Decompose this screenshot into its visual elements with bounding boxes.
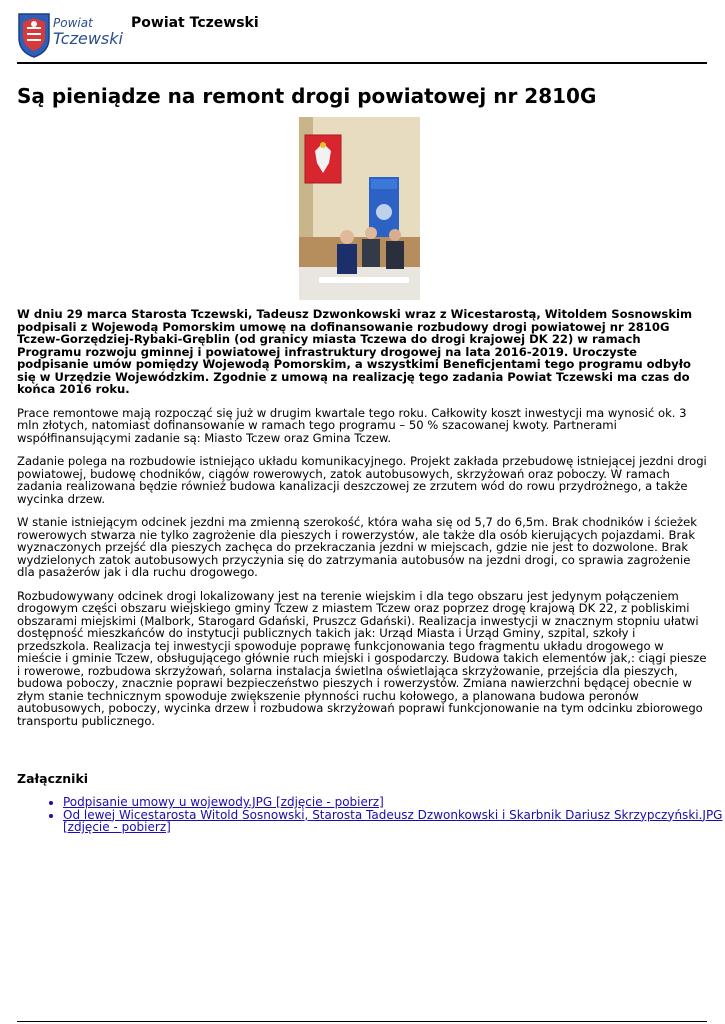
attachment-item xyxy=(63,809,725,834)
coat-of-arms-icon xyxy=(17,12,51,58)
article-paragraph: Rozbudowywany odcinek drogi lokalizowany jest na terenie wiejskim i dla tego obszaru jest jedynym połączeniem drogowym części obszaru wiejskiego gminy Tczew z miastem Tczew oraz poprzez drogę krajową DK 22, z pobliskimi obszarami miejskimi (Malbork, Starogard Gdański, Pruszcz Gdański). Realizacja inwestycji w znacznym stopniu ułatwi dostępność mieszkańców do instytucji publicznych takich jak: Urząd Miasta i Urząd Gminy, szpital, szkoły i przedszkola. Realizacja tej inwestycji spowoduje poprawę funkcjonowania tego fragmentu układu drogowego w mieście i gminie Tczew, obsługującego głównie ruch miejski i gospodarczy. Budowa takich elementów jak,: ciągi piesze i rowerowe, rozbudowa skrzyżowań, solarna instalacja świetlna oświetlająca skrzyżowanie, przejścia dla pieszych, budowa poboczy, znacznie poprawi bezpieczeństwo pieszych i rowerzystów. Zmiana nawierzchni będącej obecnie w złym stanie technicznym spowoduje zwiększenie płynności ruchu kołowego, a planowana budowa peronów autobusowych, poboczy, wycinka drzew i rozbudowa skrzyżowań poprawi funkcjonowanie na tym odcinku zbiorowego transportu publicznego. xyxy=(17,588,707,728)
footer-divider xyxy=(17,1021,707,1022)
header-divider xyxy=(17,62,707,64)
attachment-link[interactable]: Od lewej Wicestarosta Witold Sosnowski, Starosta Tadeusz Dzwonkowski i Skarbnik Dariusz Skrzypczyński.JPG [zdjęcie - pobierz] xyxy=(63,807,723,834)
attachments-heading: Załączniki xyxy=(17,771,89,786)
site-name: Powiat Tczewski xyxy=(131,15,259,31)
attachment-link[interactable]: Podpisanie umowy u wojewody.JPG [zdjęcie - pobierz] xyxy=(63,795,384,809)
article-lead: W dniu 29 marca Starosta Tczewski, Tadeusz Dzwonkowski wraz z Wicestarostą, Witoldem Sosnowskim podpisali z Wojewodą Pomorskim umowę na dofinansowanie rozbudowy drogi powiatowej nr 2810G Tczew-Gorzędziej-Rybaki-Gręblin (od granicy miasta Tczewa do drogi krajowej DK 22) w ramach Programu rozwoju gminnej i powiatowej infrastruktury drogowej na lata 2016-2019. Uroczyste podpisanie umów pomiędzy Wojewodą Pomorskim, a wszystkimi Beneficjentami tego programu odbyło się w Urzędzie Wojewódzkim. Zgodnie z umową na realizację tego zadania Powiat Tczewski ma czas do końca 2016 roku. xyxy=(17,307,693,396)
logo-text-powiat: Powiat xyxy=(53,16,93,30)
article-paragraph: Zadanie polega na rozbudowie istniejąco układu komunikacyjnego. Projekt zakłada przebudowę istniejącej jezdni drogi powiatowej, budowę chodników, ciągów rowerowych, zatok autobusowych, skrzyżowań oraz poboczy. W ramach zadania realizowana będzie również budowa kanalizacji deszczowej ze zrzutem wód do rowu przydrożnego, a także wycinka drzew. xyxy=(17,454,707,506)
site-logo[interactable] xyxy=(17,12,123,60)
header xyxy=(17,12,707,62)
logo-text-tczewski: Tczewski xyxy=(53,29,123,48)
article-photo xyxy=(299,117,420,300)
page-title: Są pieniądze na remont drogi powiatowej nr 2810G xyxy=(17,84,597,108)
article-paragraph: W stanie istniejącym odcinek jezdni ma zmienną szerokość, która waha się od 5,7 do 6,5m. Brak chodników i ścieżek rowerowych stwarza nie tylko zagrożenie dla pieszych i rowerzystów, ale także dla osób kierujących pojazdami. Brak wyznaczonych przejść dla pieszych zachęca do przekraczania jezdni w miejscach, gdzie nie jest to dozwolone. Brak wydzielonych zatok autobusowych przyczynia się do zatrzymania autobusów na jezdni drogi, co sprawia zagrożenie dla pasażerów jak i dla ruchu drogowego. xyxy=(17,515,697,579)
article-body xyxy=(17,308,707,738)
article-paragraph: Prace remontowe mają rozpocząć się już w drugim kwartale tego roku. Całkowity koszt inwestycji ma wynosić ok. 3 mln złotych, natomiast dofinansowanie w ramach tego programu – 50 % szacowanej kwoty. Partnerami współfinansującymi zadanie są: Miasto Tczew oraz Gmina Tczew. xyxy=(17,405,687,445)
attachments-list xyxy=(17,796,725,834)
